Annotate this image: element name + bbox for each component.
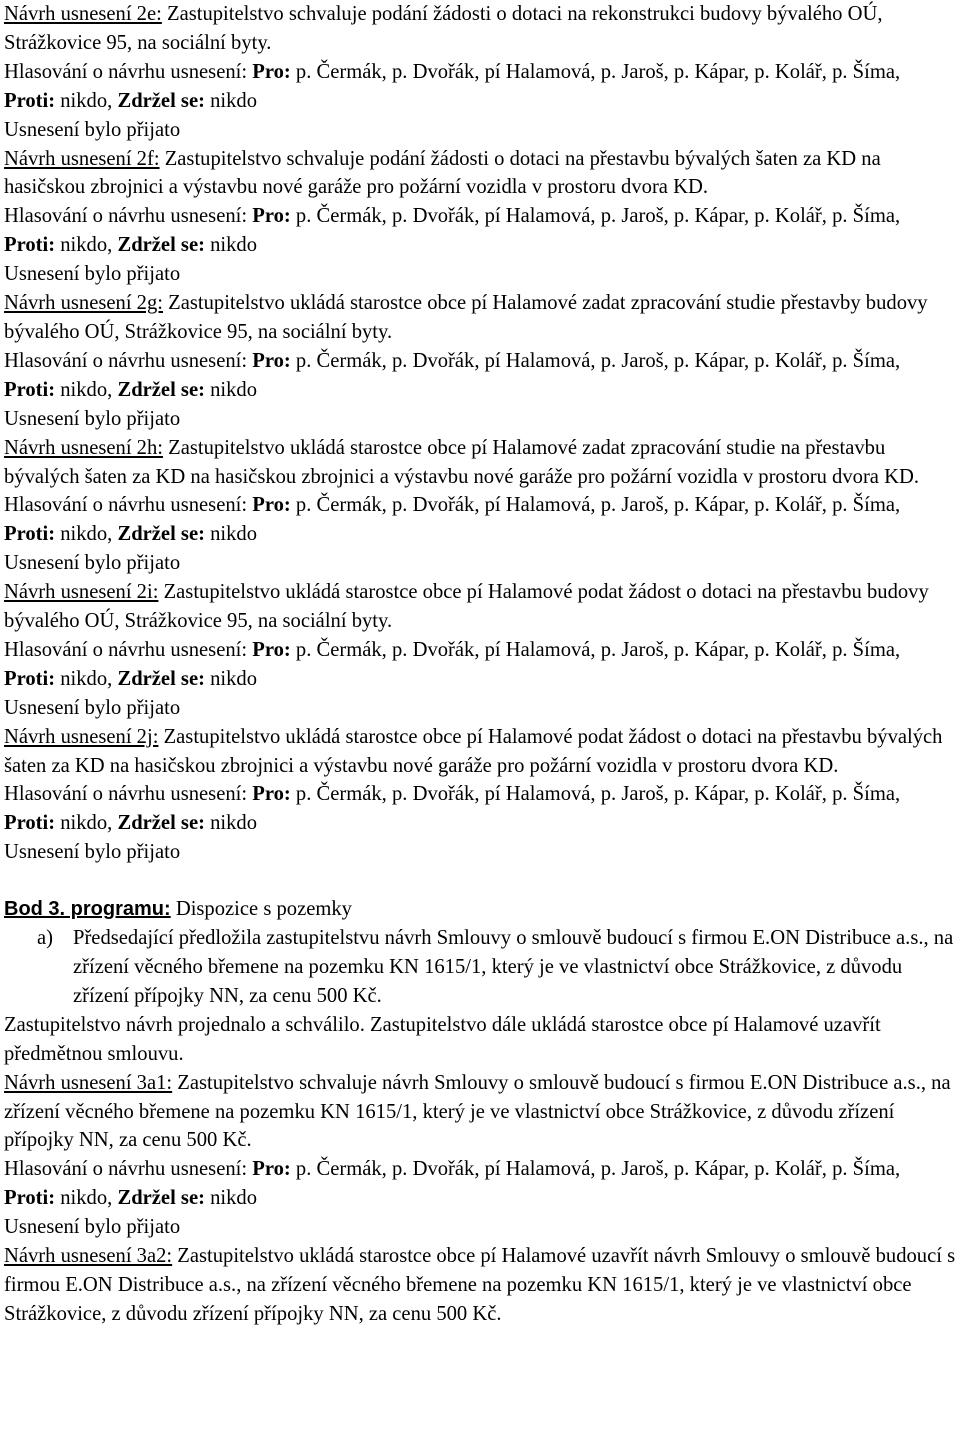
agenda-item-label: Bod 3. programu: xyxy=(4,898,171,921)
resolution-label: Návrh usnesení 2j: xyxy=(4,725,159,748)
list-marker: a) xyxy=(37,927,53,950)
resolution-text: Zastupitelstvo ukládá starostce obce pí Halamové zadat zpracování studie na přestavbu bývalých šaten za KD na hasičskou zbrojnici a výstavbu nové garáže pro požární vozidla v prostoru dvora KD. xyxy=(4,436,919,488)
resolution-2f xyxy=(4,145,956,203)
vote-line: Hlasování o návrhu usnesení: Pro: p. Čermák, p. Dvořák, pí Halamová, p. Jaroš, p. Kápar, p. Kolář, p. Šíma, Proti: nikdo, Zdržel se: nikdo xyxy=(4,783,901,835)
resolution-label: Návrh usnesení 3a1: xyxy=(4,1071,173,1094)
vote-line: Hlasování o návrhu usnesení: Pro: p. Čermák, p. Dvořák, pí Halamová, p. Jaroš, p. Kápar, p. Kolář, p. Šíma, Proti: nikdo, Zdržel se: nikdo xyxy=(4,1158,901,1210)
vote-line: Hlasování o návrhu usnesení: Pro: p. Čermák, p. Dvořák, pí Halamová, p. Jaroš, p. Kápar, p. Kolář, p. Šíma, Proti: nikdo, Zdržel se: nikdo xyxy=(4,349,901,401)
discussion-paragraph: Zastupitelstvo návrh projednalo a schválilo. Zastupitelstvo dále ukládá starostce obce pí Halamové uzavřít předmětnou smlouvu. xyxy=(4,1013,881,1065)
list-item-text: Předsedající předložila zastupitelstvu návrh Smlouvy o smlouvě budoucí s firmou E.ON Distribuce a.s., na zřízení věcného břemene na pozemku KN 1615/1, který je ve vlastnictví obce Strážkovice, z důvodu zřízení přípojky NN, za cenu 500 Kč. xyxy=(73,927,954,1007)
resolution-label: Návrh usnesení 2g: xyxy=(4,292,163,315)
resolution-2j xyxy=(4,723,956,781)
agenda-item-list xyxy=(4,924,956,1011)
approved-line: Usnesení bylo přijato xyxy=(4,696,181,719)
agenda-item-heading xyxy=(4,895,956,924)
approved-line: Usnesení bylo přijato xyxy=(4,552,181,575)
approved-line: Usnesení bylo přijato xyxy=(4,1216,181,1239)
resolution-label: Návrh usnesení 2h: xyxy=(4,436,163,459)
resolution-text: Zastupitelstvo ukládá starostce obce pí Halamové uzavřít návrh Smlouvy o smlouvě budoucí s firmou E.ON Distribuce a.s., na zřízení věcného břemene na pozemku KN 1615/1, který je ve vlastnictví obce Strážkovice, z důvodu zřízení přípojky NN, za cenu 500 Kč. xyxy=(4,1245,956,1325)
approved-line: Usnesení bylo přijato xyxy=(4,407,181,430)
resolution-2g xyxy=(4,289,956,347)
approved-line: Usnesení bylo přijato xyxy=(4,118,181,141)
resolution-text: Zastupitelstvo schvaluje podání žádosti o dotaci na přestavbu bývalých šaten za KD na hasičskou zbrojnici a výstavbu nové garáže pro požární vozidla v prostoru dvora KD. xyxy=(4,147,881,199)
resolution-text: Zastupitelstvo schvaluje podání žádosti o dotaci na rekonstrukci budovy bývalého OÚ, Strážkovice 95, na sociální byty. xyxy=(4,3,883,54)
resolution-text: Zastupitelstvo ukládá starostce obce pí Halamové podat žádost o dotaci na přestavbu bývalých šaten za KD na hasičskou zbrojnici a výstavbu nové garáže pro požární vozidla v prostoru dvora KD. xyxy=(4,725,943,777)
approved-line: Usnesení bylo přijato xyxy=(4,841,181,864)
section-gap xyxy=(4,867,956,895)
vote-line: Hlasování o návrhu usnesení: Pro: p. Čermák, p. Dvořák, pí Halamová, p. Jaroš, p. Kápar, p. Kolář, p. Šíma, Proti: nikdo, Zdržel se: nikdo xyxy=(4,638,901,690)
resolution-3a1 xyxy=(4,1069,956,1156)
resolution-label: Návrh usnesení 2f: xyxy=(4,147,160,170)
list-item xyxy=(4,924,956,1011)
resolution-label: Návrh usnesení 3a2: xyxy=(4,1245,173,1268)
resolution-text: Zastupitelstvo schvaluje návrh Smlouvy o smlouvě budoucí s firmou E.ON Distribuce a.s., na zřízení věcného břemene na pozemku KN 1615/1, který je ve vlastnictví obce Strážkovice, z důvodu zřízení přípojky NN, za cenu 500 Kč. xyxy=(4,1071,951,1152)
resolution-label: Návrh usnesení 2i: xyxy=(4,581,159,604)
resolution-label: Návrh usnesení 2e: xyxy=(4,3,162,25)
agenda-item-title: Dispozice s pozemky xyxy=(170,898,352,921)
approved-line: Usnesení bylo přijato xyxy=(4,263,181,286)
resolution-2e xyxy=(4,0,956,58)
resolution-3a2 xyxy=(4,1242,956,1329)
resolution-2i xyxy=(4,578,956,636)
resolution-text: Zastupitelstvo ukládá starostce obce pí Halamové zadat zpracování studie přestavby budovy bývalého OÚ, Strážkovice 95, na sociální byty. xyxy=(4,292,928,343)
vote-line: Hlasování o návrhu usnesení: Pro: p. Čermák, p. Dvořák, pí Halamová, p. Jaroš, p. Kápar, p. Kolář, p. Šíma, Proti: nikdo, Zdržel se: nikdo xyxy=(4,205,901,257)
vote-line: Hlasování o návrhu usnesení: Pro: p. Čermák, p. Dvořák, pí Halamová, p. Jaroš, p. Kápar, p. Kolář, p. Šíma, Proti: nikdo, Zdržel se: nikdo xyxy=(4,60,901,112)
vote-line: Hlasování o návrhu usnesení: Pro: p. Čermák, p. Dvořák, pí Halamová, p. Jaroš, p. Kápar, p. Kolář, p. Šíma, Proti: nikdo, Zdržel se: nikdo xyxy=(4,494,901,546)
resolution-text: Zastupitelstvo ukládá starostce obce pí Halamové podat žádost o dotaci na přestavbu budovy bývalého OÚ, Strážkovice 95, na sociální byty. xyxy=(4,581,929,633)
resolution-2h xyxy=(4,434,956,492)
